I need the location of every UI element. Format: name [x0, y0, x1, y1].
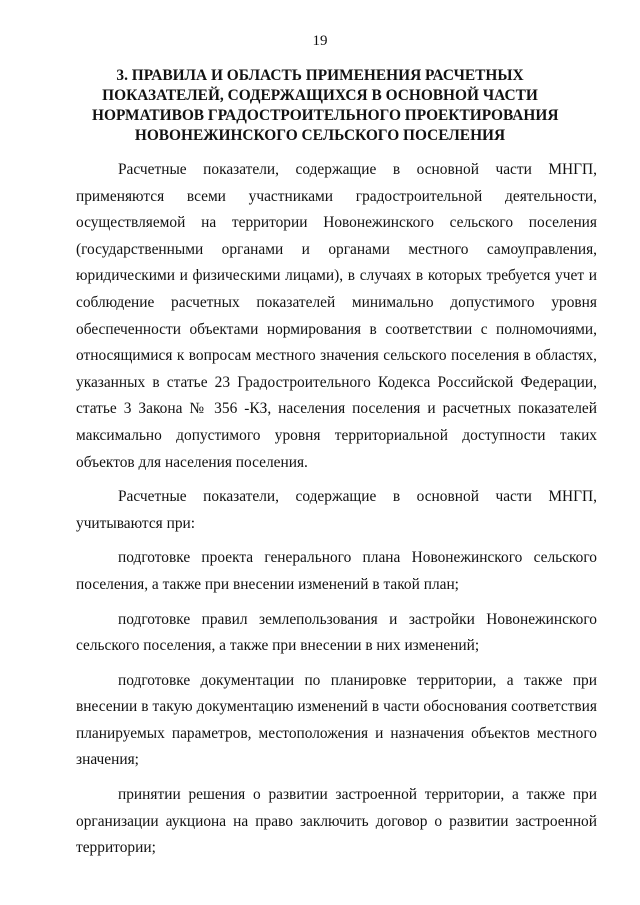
page-number: 19: [312, 33, 328, 49]
text-line: поселения, а также при внесении изменений в такой план;: [76, 575, 459, 593]
text-line: подготовке документации по планировке территории, а также при: [118, 671, 597, 689]
section-heading-line: НОРМАТИВОВ ГРАДОСТРОИТЕЛЬНОГО ПРОЕКТИРОВАНИЯ: [92, 107, 559, 124]
text-line: внесении в такую документацию изменений в части обоснования соответствия: [76, 698, 597, 716]
text-line: принятии решения о развитии застроенной территории, а также при: [118, 786, 597, 804]
paragraph-applicability: [76, 157, 597, 476]
text-line: территории;: [76, 839, 156, 857]
text-line: учитываются при:: [76, 514, 196, 532]
text-line: применяются всеми участниками градостроительной деятельности,: [76, 187, 597, 205]
text-line: планируемых параметров, местоположения и назначения объектов местного: [76, 724, 597, 742]
text-line: Расчетные показатели, содержащие в основной части МНГП,: [118, 488, 597, 506]
text-line: осуществляемой на территории Новонежинского сельского поселения: [76, 214, 597, 232]
body-text: [76, 157, 597, 862]
text-line: соблюдение расчетных показателей минимально допустимого уровня: [76, 293, 597, 311]
text-line: сельского поселения, а также при внесении в них изменений;: [76, 637, 480, 655]
text-line: указанных в статье 23 Градостроительного Кодекса Российской Федерации,: [76, 373, 597, 391]
list-item-planning-documentation: [76, 668, 597, 774]
text-line: значения;: [76, 751, 139, 769]
text-line: организации аукциона на право заключить договор о развитии застроенной: [76, 812, 597, 830]
list-item-territory-development: [76, 782, 597, 862]
text-line: (государственными органами и органами местного самоуправления,: [76, 240, 597, 258]
paragraph-usage-intro: [76, 484, 597, 537]
text-line: обеспеченности объектами нормирования в соответствии с полномочиями,: [76, 320, 597, 338]
section-heading-line: ПОКАЗАТЕЛЕЙ, СОДЕРЖАЩИХСЯ В ОСНОВНОЙ ЧАСТИ: [102, 87, 538, 104]
text-line: объектов для населения поселения.: [76, 453, 308, 471]
text-line: относящимися к вопросам местного значения сельского поселения в областях,: [76, 347, 597, 365]
list-item-land-use-rules: [76, 607, 597, 660]
text-line: юридическими и физическими лицами), в случаях в которых требуется учет и: [76, 267, 597, 285]
text-line: подготовке проекта генерального плана Новонежинского сельского: [118, 549, 597, 567]
text-line: максимально допустимого уровня территориальной доступности таких: [76, 426, 597, 444]
text-line: подготовке правил землепользования и застройки Новонежинского: [118, 610, 597, 628]
list-item-general-plan: [76, 545, 597, 598]
text-line: Расчетные показатели, содержащие в основной части МНГП,: [118, 161, 597, 178]
text-line: статье 3 Закона № 356 -КЗ, населения поселения и расчетных показателей: [76, 400, 597, 418]
section-heading-line: НОВОНЕЖИНСКОГО СЕЛЬСКОГО ПОСЕЛЕНИЯ: [134, 127, 506, 144]
section-heading-line: 3. ПРАВИЛА И ОБЛАСТЬ ПРИМЕНЕНИЯ РАСЧЕТНЫХ: [116, 67, 524, 84]
section-heading: [92, 66, 559, 146]
